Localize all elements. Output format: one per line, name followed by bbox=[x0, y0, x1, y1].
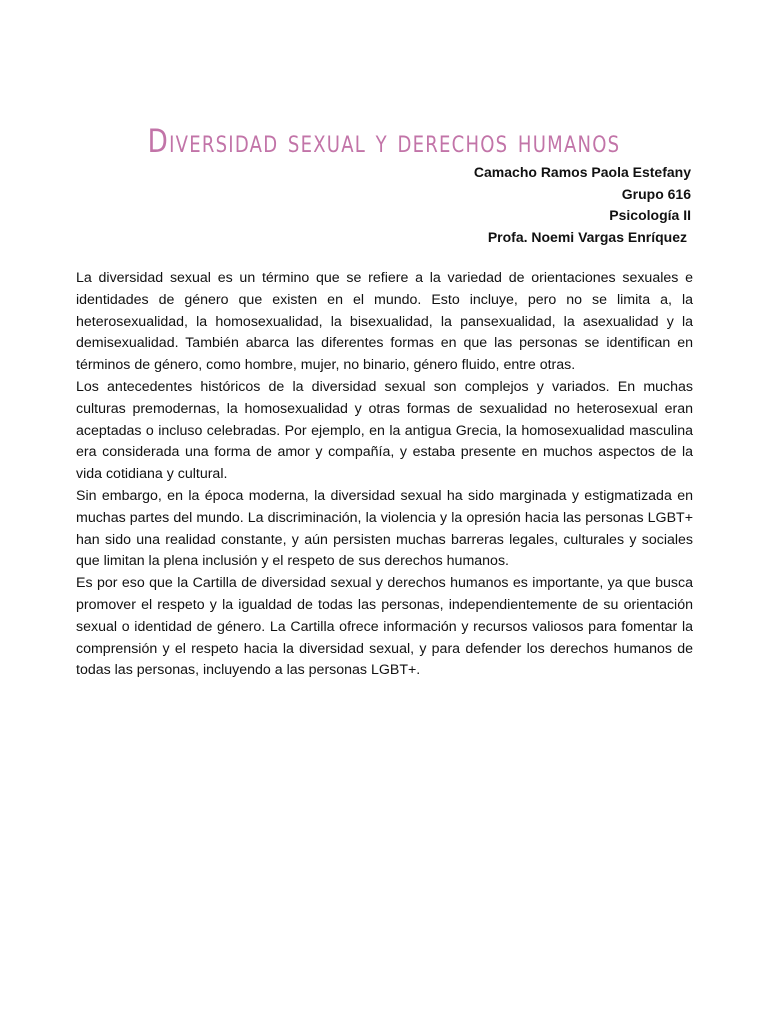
teacher-name: Profa. Noemi Vargas Enríquez bbox=[487, 228, 687, 245]
paragraph-definition: La diversidad sexual es un término que se refiere a la variedad de orientaciones sexuales e identidades de género que existen en el mundo. Esto incluye, pero no se limita a, la heterosexualidad, la homosexualidad, la bisexualidad, la pansexualidad, la asexualidad y la demisexualidad. También abarca las diferentes formas en que las personas se identifican en términos de género, como hombre, mujer, no binario, género fluido, entre otras. bbox=[76, 270, 693, 374]
group-label: Grupo 616 bbox=[621, 185, 691, 202]
document-body bbox=[76, 268, 693, 682]
paragraph-cartilla: Es por eso que la Cartilla de diversidad sexual y derechos humanos es importante, ya que busca promover el respeto y la igualdad de todas las personas, independientemente de su orientación sexual o identidad de género. La Cartilla ofrece información y recursos valiosos para fomentar la comprensión y el respeto hacia la diversidad sexual, y para defender los derechos humanos de todas las personas, incluyendo a las personas LGBT+. bbox=[76, 575, 693, 679]
author-info-block bbox=[474, 162, 691, 248]
paragraph-modern-era: Sin embargo, en la época moderna, la diversidad sexual ha sido marginada y estigmatizada en muchas partes del mundo. La discriminación, la violencia y la opresión hacia las personas LGBT+ han sido una realidad constante, y aún persisten muchas barreras legales, culturales y sociales que limitan la plena inclusión y el respeto de sus derechos humanos. bbox=[76, 487, 693, 570]
paragraph-history: Los antecedentes históricos de la diversidad sexual son complejos y variados. En muchas culturas premodernas, la homosexualidad y otras formas de sexualidad no heterosexual eran aceptadas o incluso celebradas. Por ejemplo, en la antigua Grecia, la homosexualidad masculina era considerada una forma de amor y compañía, y estaba presente en muchos aspectos de la vida cotidiana y cultural. bbox=[76, 378, 693, 483]
subject-label: Psicología II bbox=[609, 207, 691, 223]
author-name: Camacho Ramos Paola Estefany bbox=[473, 164, 691, 180]
document-title: Diversidad sexual y derechos humanos bbox=[147, 122, 621, 161]
